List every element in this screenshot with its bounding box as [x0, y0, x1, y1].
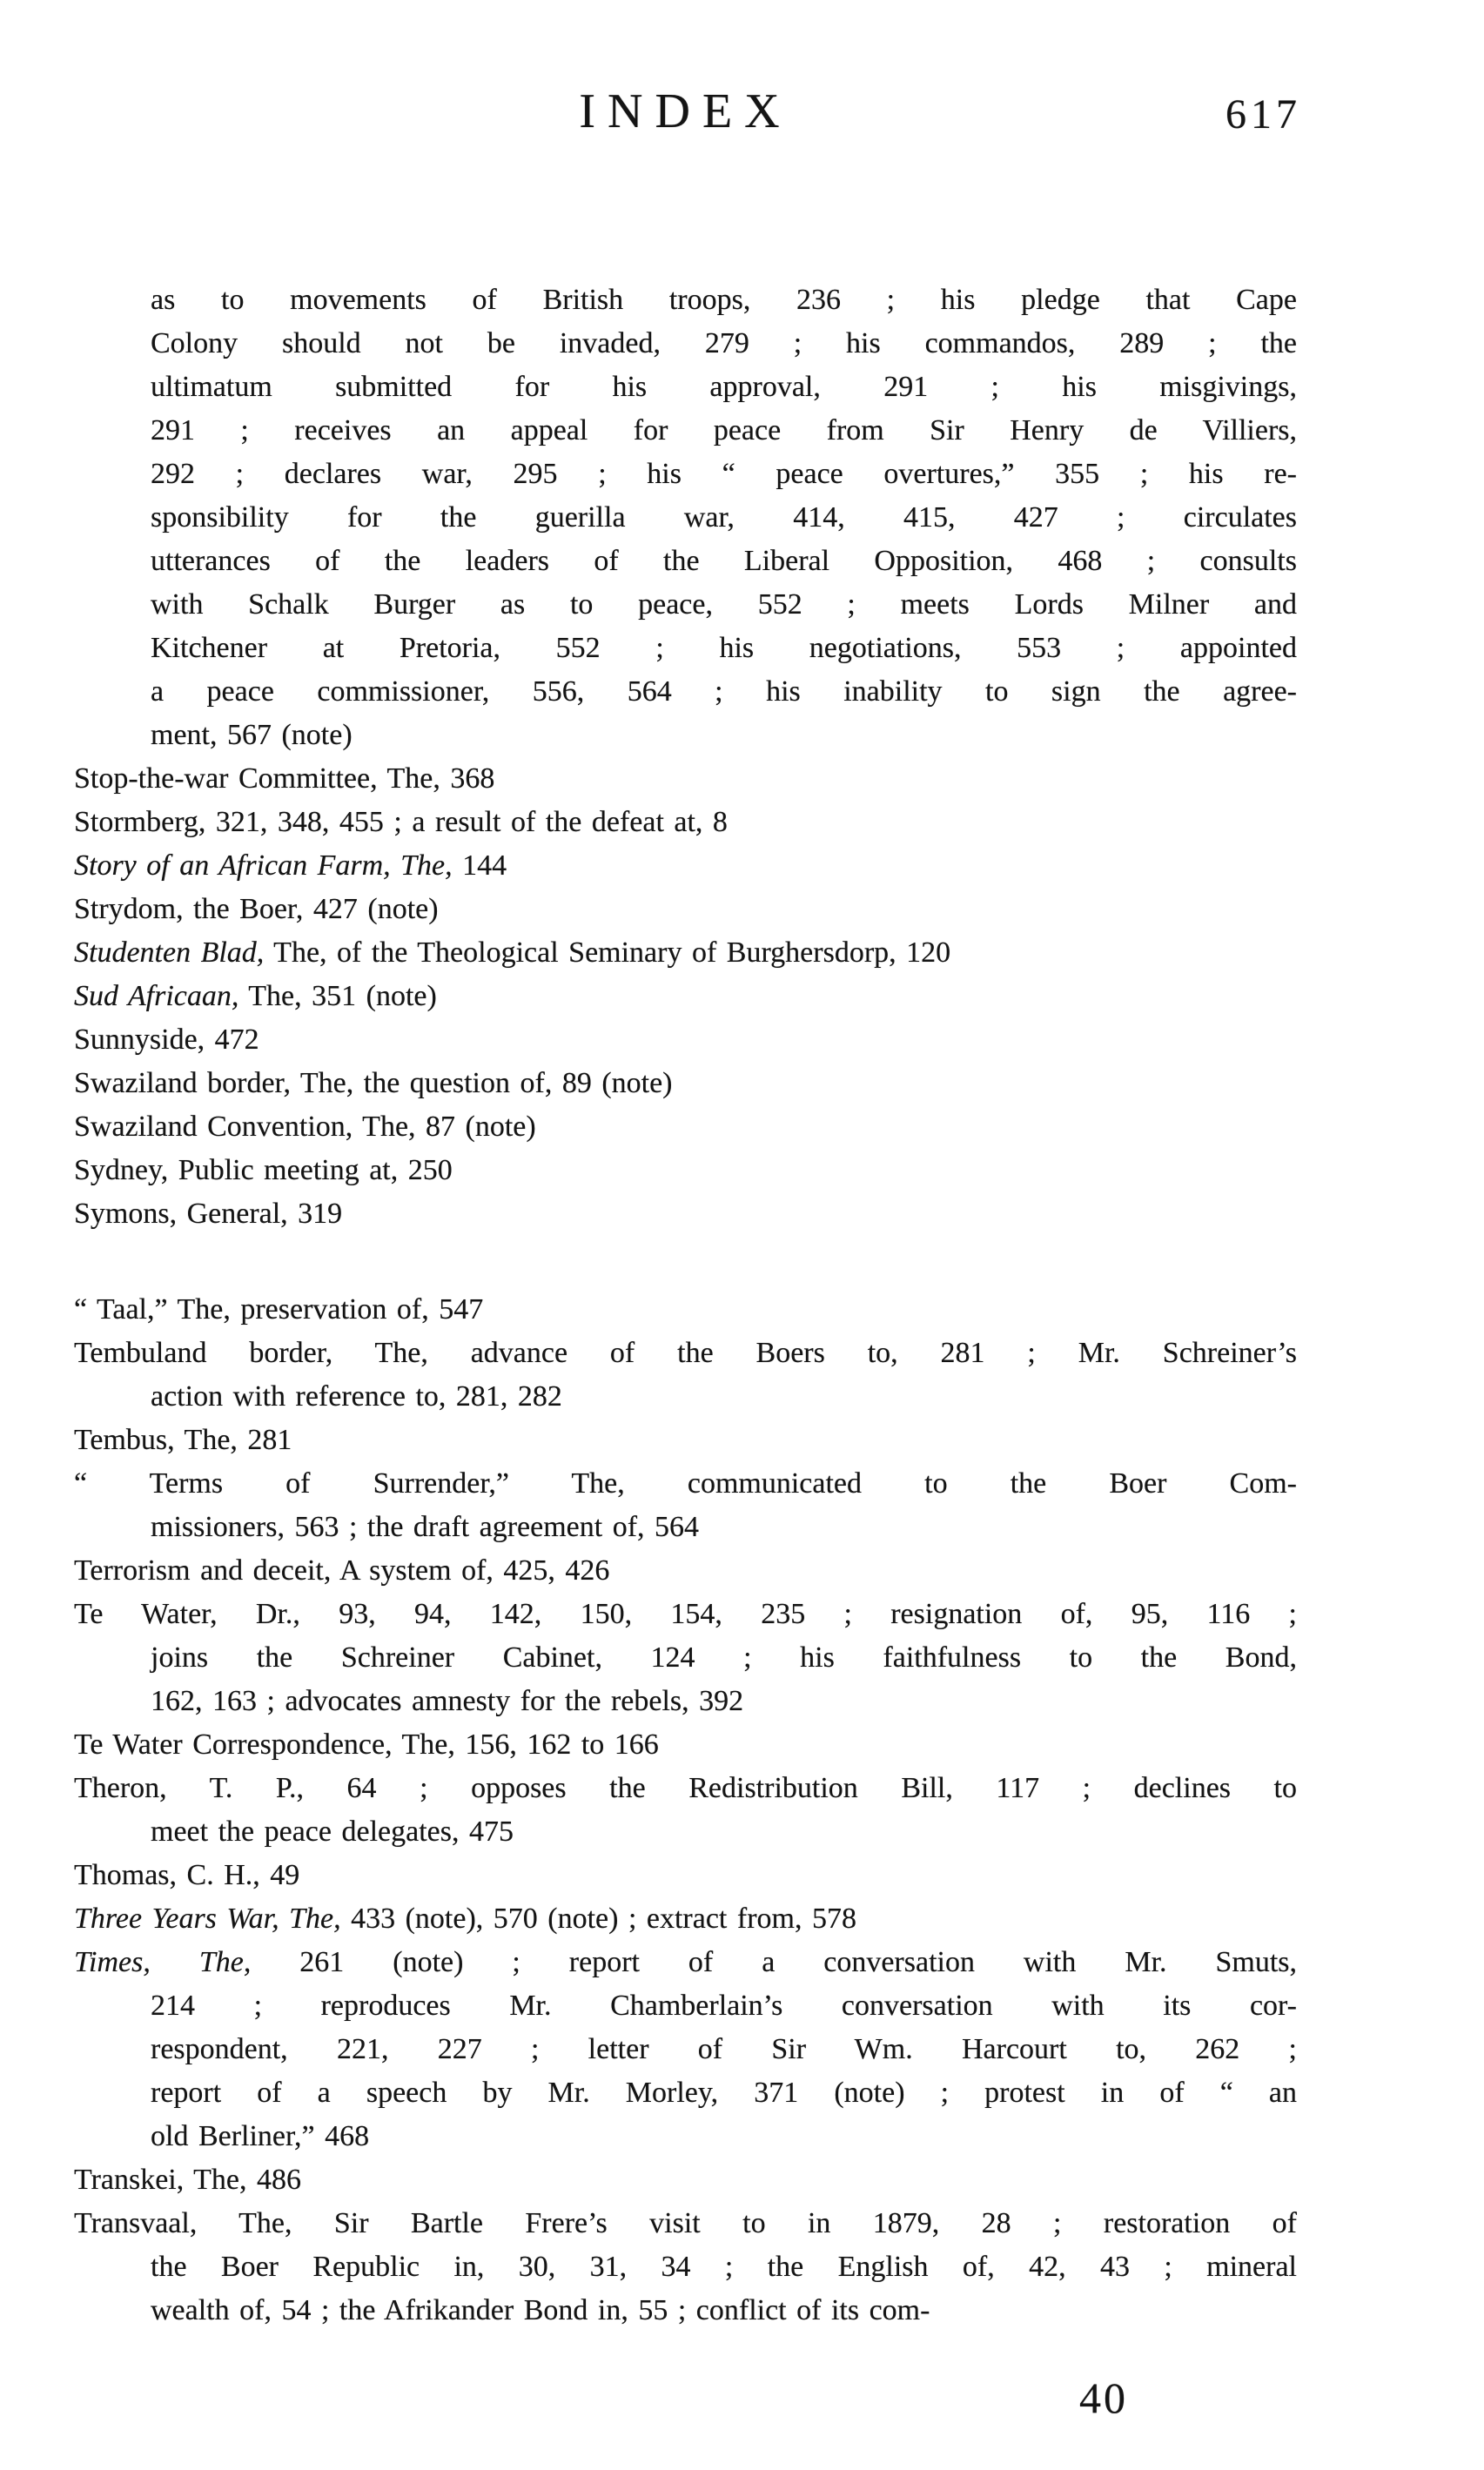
index-entry-line: [74, 888, 1297, 931]
continuation-line: [151, 714, 1297, 757]
index-entry-line: [151, 1375, 1297, 1419]
text-run: wealth of, 54 ; the Afrikander Bond in, 55 ; conflict of its com-: [151, 2294, 930, 2326]
index-entry-line: [151, 1680, 1297, 1723]
text-run: Transvaal, The, Sir Bartle Frere’s visit to in 1879, 28 ; restoration of: [74, 2207, 1297, 2239]
index-entry-line: [151, 1506, 1297, 1549]
index-entry-line: [74, 1419, 1297, 1462]
text-run: action with reference to, 281, 282: [151, 1380, 562, 1413]
continuation-line: [151, 670, 1297, 714]
text-run: sponsibility for the guerilla war, 414, 415, 427 ; circulates: [151, 501, 1297, 534]
text-run: “ Taal,” The, preservation of, 547: [74, 1293, 484, 1326]
italic-text-run: Story of an African Farm, The,: [74, 849, 453, 882]
index-entry-line: [74, 1941, 1297, 1984]
index-entry-line: [74, 757, 1297, 801]
text-run: 291 ; receives an appeal for peace from Sir Henry de Villiers,: [151, 414, 1297, 446]
text-run: Transkei, The, 486: [74, 2164, 301, 2196]
text-run: 214 ; reproduces Mr. Chamberlain’s conversation with its cor-: [151, 1990, 1297, 2022]
text-run: 261 (note) ; report of a conversation with Mr. Smuts,: [251, 1946, 1298, 1978]
signature-mark: 40: [1079, 2373, 1128, 2422]
continuation-line: [151, 496, 1297, 540]
text-run: Sunnyside, 472: [74, 1024, 259, 1056]
index-entries: [74, 279, 1297, 2332]
text-run: Terrorism and deceit, A system of, 425, 426: [74, 1554, 610, 1587]
section-break: [74, 1236, 1297, 1288]
index-entry-line: [74, 1288, 1297, 1332]
text-run: The, 351 (note): [238, 980, 437, 1012]
text-run: as to movements of British troops, 236 ; his pledge that Cape: [151, 284, 1297, 316]
text-run: Te Water, Dr., 93, 94, 142, 150, 154, 235 ; resignation of, 95, 116 ;: [74, 1598, 1297, 1630]
text-run: Swaziland border, The, the question of, 89 (note): [74, 1067, 673, 1099]
text-run: respondent, 221, 227 ; letter of Sir Wm. Harcourt to, 262 ;: [151, 2033, 1297, 2065]
index-entry-line: [74, 1332, 1297, 1375]
continuation-line: [151, 409, 1297, 453]
index-entry-line: [74, 1723, 1297, 1767]
text-run: Tembuland border, The, advance of the Boers to, 281 ; Mr. Schreiner’s: [74, 1337, 1297, 1369]
text-run: Sydney, Public meeting at, 250: [74, 1154, 453, 1186]
index-entry-line: [151, 2289, 1297, 2332]
index-entry-line: [74, 975, 1297, 1018]
index-entry-line: [74, 1549, 1297, 1593]
index-entry-line: [74, 2158, 1297, 2202]
text-run: 162, 163 ; advocates amnesty for the rebels, 392: [151, 1685, 744, 1717]
text-run: “ Terms of Surrender,” The, communicated to the Boer Com-: [74, 1467, 1297, 1500]
index-entry-line: [74, 931, 1297, 975]
text-run: Symons, General, 319: [74, 1198, 343, 1230]
text-run: Stop-the-war Committee, The, 368: [74, 762, 495, 795]
continuation-line: [151, 279, 1297, 322]
index-entry-line: [74, 844, 1297, 888]
italic-text-run: Three Years War, The,: [74, 1903, 341, 1935]
index-entry-line: [74, 1062, 1297, 1105]
index-entry-line: [151, 1636, 1297, 1680]
text-run: the Boer Republic in, 30, 31, 34 ; the English of, 42, 43 ; mineral: [151, 2251, 1297, 2283]
index-entry-line: [151, 1984, 1297, 2028]
text-run: 433 (note), 570 (note) ; extract from, 578: [340, 1903, 856, 1935]
text-run: missioners, 563 ; the draft agreement of, 564: [151, 1511, 700, 1543]
index-entry-line: [74, 1593, 1297, 1636]
index-entry-line: [151, 2245, 1297, 2289]
continuation-line: [151, 453, 1297, 496]
continuation-line: [151, 627, 1297, 670]
index-entry-line: [74, 1767, 1297, 1810]
text-run: Te Water Correspondence, The, 156, 162 to 166: [74, 1728, 659, 1761]
italic-text-run: Studenten Blad,: [74, 936, 265, 969]
text-run: ultimatum submitted for his approval, 291 ; his misgivings,: [151, 371, 1297, 403]
index-entry-line: [74, 1897, 1297, 1941]
italic-text-run: Sud Africaan,: [74, 980, 239, 1012]
text-run: utterances of the leaders of the Liberal Opposition, 468 ; consults: [151, 545, 1297, 577]
text-run: Kitchener at Pretoria, 552 ; his negotiations, 553 ; appointed: [151, 632, 1297, 664]
index-entry-line: [151, 2071, 1297, 2115]
continuation-line: [151, 540, 1297, 583]
text-run: The, of the Theological Seminary of Burghersdorp, 120: [264, 936, 951, 969]
text-run: 144: [452, 849, 507, 882]
text-run: report of a speech by Mr. Morley, 371 (note) ; protest in of “ an: [151, 2077, 1297, 2109]
index-entry-line: [151, 2028, 1297, 2071]
text-run: ment, 567 (note): [151, 719, 353, 751]
index-entry-line: [74, 801, 1297, 844]
index-entry-line: [74, 1018, 1297, 1062]
text-run: Strydom, the Boer, 427 (note): [74, 893, 439, 925]
text-run: joins the Schreiner Cabinet, 124 ; his faithfulness to the Bond,: [151, 1641, 1297, 1674]
index-entry-line: [74, 1105, 1297, 1149]
text-run: with Schalk Burger as to peace, 552 ; meets Lords Milner and: [151, 588, 1297, 621]
italic-text-run: Times, The,: [74, 1946, 252, 1978]
text-run: meet the peace delegates, 475: [151, 1816, 514, 1848]
text-run: Colony should not be invaded, 279 ; his commandos, 289 ; the: [151, 327, 1297, 359]
page-number: 617: [1225, 91, 1301, 138]
text-run: Theron, T. P., 64 ; opposes the Redistribution Bill, 117 ; declines to: [74, 1772, 1297, 1804]
continuation-line: [151, 366, 1297, 409]
page-title: INDEX: [579, 84, 792, 138]
index-entry-line: [74, 1192, 1297, 1236]
index-entry-line: [74, 1149, 1297, 1192]
index-entry-line: [151, 1810, 1297, 1854]
text-run: 292 ; declares war, 295 ; his “ peace overtures,” 355 ; his re-: [151, 458, 1297, 490]
index-entry-line: [74, 2202, 1297, 2245]
index-entry-line: [74, 1462, 1297, 1506]
text-run: Thomas, C. H., 49: [74, 1859, 300, 1891]
continuation-line: [151, 583, 1297, 627]
index-entry-line: [151, 2115, 1297, 2158]
text-run: Tembus, The, 281: [74, 1424, 292, 1456]
continuation-line: [151, 322, 1297, 366]
text-run: Swaziland Convention, The, 87 (note): [74, 1111, 536, 1143]
text-run: old Berliner,” 468: [151, 2120, 370, 2152]
index-entry-line: [74, 1854, 1297, 1897]
text-run: a peace commissioner, 556, 564 ; his inability to sign the agree-: [151, 675, 1297, 708]
text-run: Stormberg, 321, 348, 455 ; a result of the defeat at, 8: [74, 806, 728, 838]
